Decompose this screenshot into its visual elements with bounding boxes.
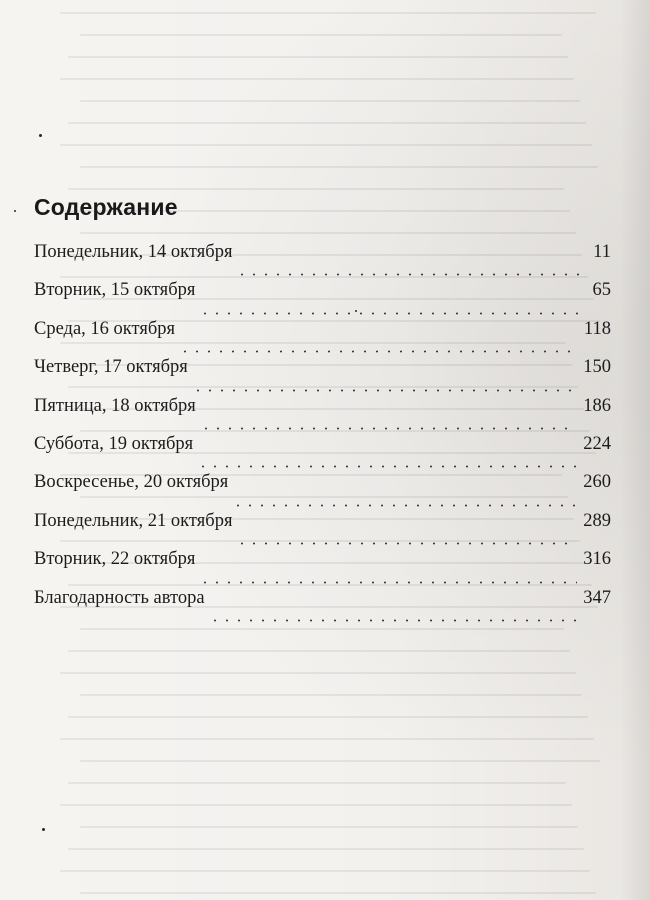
toc-entry-title: Пятница, 18 октября [34, 395, 196, 416]
dot-leader [179, 350, 578, 353]
toc-entry-page-number: 118 [583, 318, 611, 339]
show-through-line [80, 100, 580, 102]
toc-entry [34, 435, 611, 473]
show-through-line [80, 166, 598, 168]
toc-entry-title: Понедельник, 14 октября [34, 242, 233, 262]
toc-entry-title: Благодарность автора [34, 587, 205, 608]
show-through-line [68, 716, 588, 718]
show-through-line [60, 804, 572, 806]
show-through-line [80, 826, 578, 828]
toc-entry-page-number: 65 [592, 280, 611, 301]
toc-entry [34, 589, 611, 627]
show-through-line [68, 650, 570, 652]
table-of-contents [34, 243, 611, 627]
toc-entry-page-number: 316 [583, 549, 611, 570]
toc-entry [34, 512, 611, 550]
ink-speck [42, 828, 45, 831]
show-through-line [60, 672, 576, 674]
toc-entry [34, 397, 611, 435]
show-through-line [80, 34, 562, 36]
toc-entry [34, 550, 611, 588]
toc-entry-page-number: 289 [583, 510, 611, 531]
dot-leader [197, 465, 577, 468]
show-through-line [60, 870, 590, 872]
show-through-line [68, 848, 584, 850]
show-through-line [68, 188, 564, 190]
show-through-line [68, 122, 586, 124]
toc-entry-page-number: 11 [593, 242, 611, 262]
toc-entry-page-number: 186 [583, 395, 611, 416]
toc-entry [34, 281, 611, 319]
contents-heading: Содержание [34, 194, 178, 220]
toc-entry-title: Вторник, 15 октября [34, 280, 196, 301]
dot-leader [199, 312, 586, 315]
dot-leader [192, 389, 577, 392]
show-through-line [68, 782, 566, 784]
toc-entry-title: Вторник, 22 октября [34, 549, 196, 570]
toc-entry-page-number: 260 [583, 472, 611, 493]
show-through-line [80, 892, 596, 894]
toc-entry-page-number: 150 [583, 357, 611, 378]
toc-entry [34, 243, 611, 281]
dot-leader [236, 542, 577, 545]
toc-entry-title: Четверг, 17 октября [34, 357, 188, 378]
toc-entry-title: Понедельник, 21 октября [34, 510, 233, 531]
dot-leader [232, 504, 577, 507]
toc-entry-title: Среда, 16 октября [34, 318, 176, 339]
dot-leader [199, 581, 577, 584]
show-through-line [60, 78, 574, 80]
toc-entry [34, 358, 611, 396]
toc-entry-page-number: 224 [583, 433, 611, 454]
show-through-line [80, 694, 582, 696]
ink-speck [39, 134, 42, 137]
toc-entry-title: Воскресенье, 20 октября [34, 472, 229, 493]
dot-leader [200, 427, 577, 430]
toc-entry [34, 320, 611, 358]
show-through-line [80, 232, 576, 234]
show-through-line [68, 56, 568, 58]
show-through-line [60, 144, 592, 146]
toc-entry [34, 473, 611, 511]
dot-leader [209, 619, 578, 622]
show-through-line [60, 12, 596, 14]
show-through-line [80, 628, 564, 630]
toc-entry-title: Суббота, 19 октября [34, 433, 194, 454]
toc-entry-page-number: 347 [583, 587, 611, 608]
show-through-line [80, 760, 600, 762]
page-gutter-shadow [620, 0, 650, 900]
dot-leader [236, 273, 587, 276]
show-through-line [60, 738, 594, 740]
ink-speck [14, 210, 16, 212]
